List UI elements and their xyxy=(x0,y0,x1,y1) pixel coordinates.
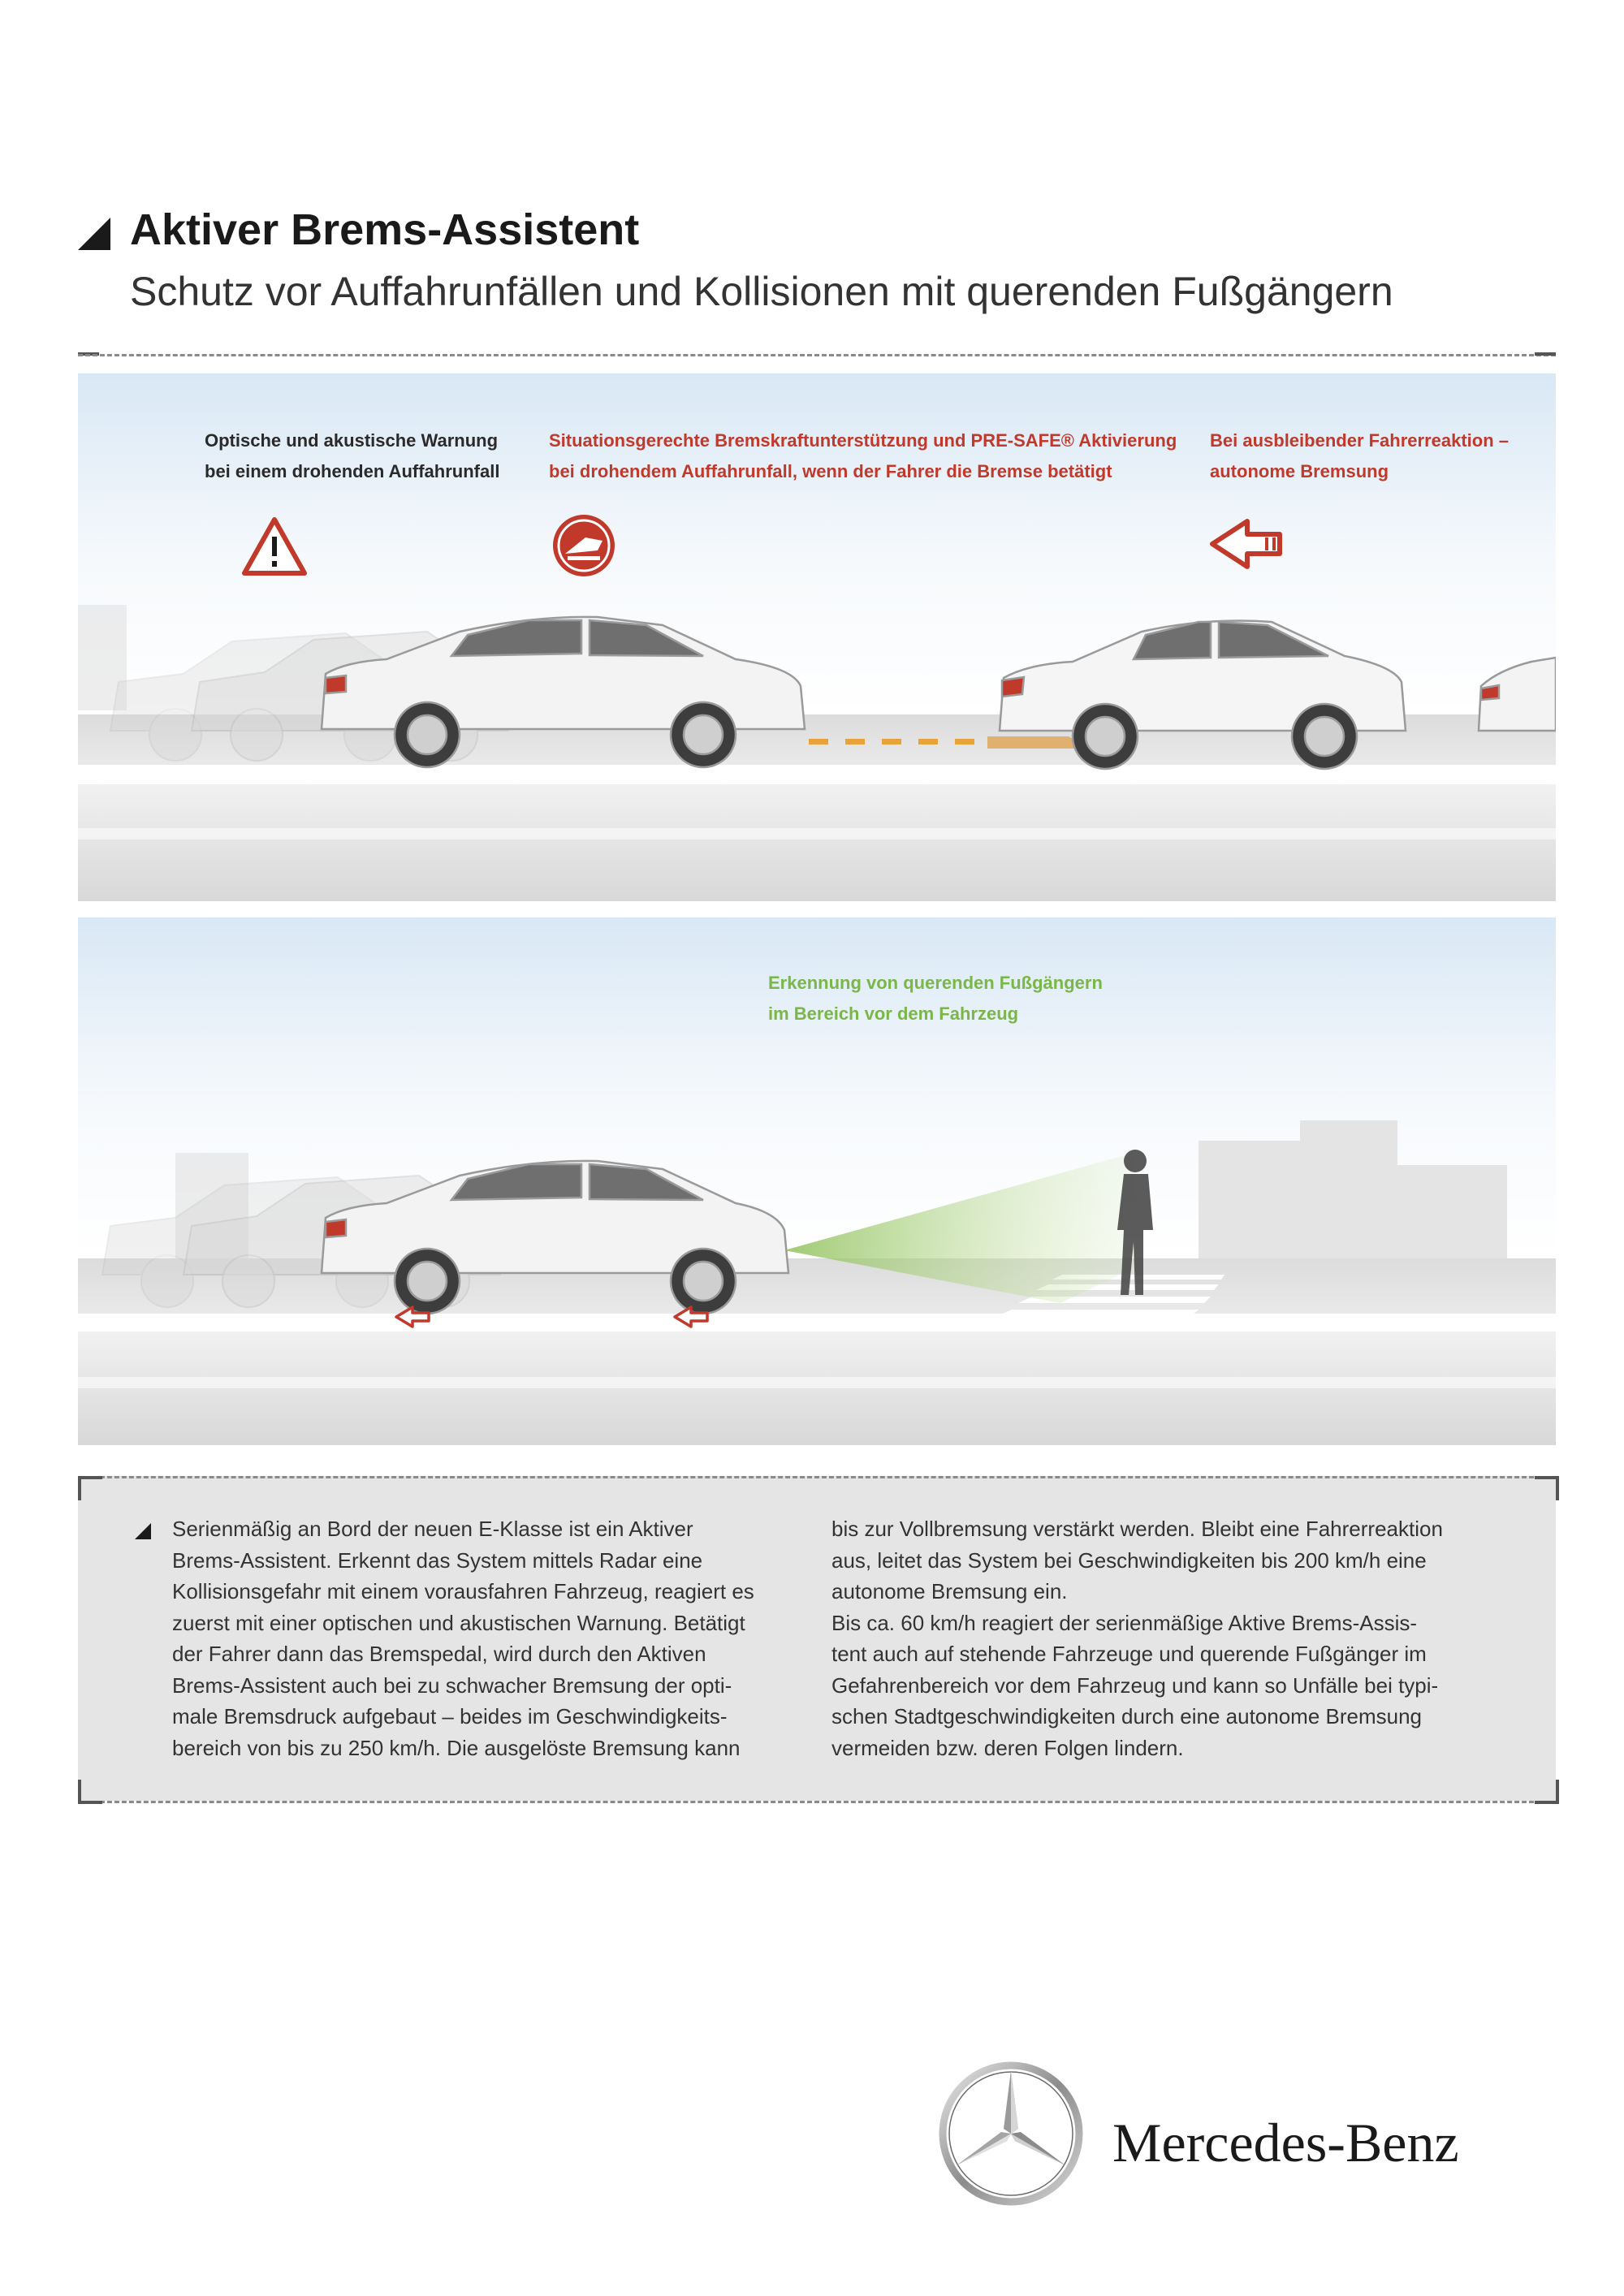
label-brake-assist: Situationsgerechte Bremskraftunterstützung und PRE-SAFE® Aktivierung bei drohendem Auffahrunfall, wenn der Fahrer die Bremse betätigt xyxy=(549,430,1177,481)
title-marker-icon xyxy=(78,218,110,250)
info-corner xyxy=(1535,1780,1559,1804)
info-bottom-border xyxy=(78,1801,1556,1803)
info-marker-icon xyxy=(135,1523,151,1539)
label-pedestrian-detection: Erkennung von querenden Fußgängern im Bereich vor dem Fahrzeug xyxy=(768,973,1103,1024)
rule-end-right xyxy=(1535,352,1556,356)
label-autonomous-braking: Bei ausbleibender Fahrerreaktion – autonome Bremsung xyxy=(1210,430,1510,481)
page-subtitle: Schutz vor Auffahrunfällen und Kollisionen mit querenden Fußgängern xyxy=(130,269,1393,314)
brake-pedal-icon xyxy=(553,515,615,576)
info-corner xyxy=(1535,1476,1559,1500)
info-top-border xyxy=(78,1476,1556,1478)
info-text-column-2: bis zur Vollbremsung verstärkt werden. Bleibt eine Fahrerreaktion aus, leitet das System bei Geschwindigkeiten bis 200 km/h eine autonome Bremsung ein. Bis ca. 60 km/h reagiert der serienmäßige Aktive Brems-Assis- tent auch auf stehende Fahrzeuge und querende Fußgänger im Gefahrenbereich vor dem Fahrzeug und kann so Unfälle bei typi- schen Stadtgeschwindigkeiten durch eine autonome Bremsung vermeiden bzw. deren Folgen lindern. xyxy=(831,1517,1443,1760)
header-divider xyxy=(78,354,1556,356)
info-corner xyxy=(78,1780,102,1804)
scene-rear-collision xyxy=(78,373,1556,901)
info-corner xyxy=(78,1476,102,1500)
brand-wordmark: Mercedes-Benz xyxy=(1112,2112,1459,2173)
scene-pedestrian-detection xyxy=(78,917,1556,1445)
info-text-column-1: Serienmäßig an Bord der neuen E-Klasse ist ein Aktiver Brems-Assistent. Erkennt das System mittels Radar eine Kollisionsgefahr mit einem vorausfahren Fahrzeug, reagiert es zuerst mit einer optischen und akustischen Warnung. Betätigt der Fahrer dann das Bremspedal, wird durch den Aktiven Brems-Assistent auch bei zu schwacher Bremsung der opti- male Bremsdruck aufgebaut – beides im Geschwindigkeits- bereich von bis zu 250 km/h. Die ausgelöste Bremsung kann xyxy=(172,1517,754,1760)
page-title: Aktiver Brems-Assistent xyxy=(130,205,640,254)
label-warning: Optische und akustische Warnung bei einem drohenden Auffahrunfall xyxy=(205,430,500,481)
mercedes-star-icon xyxy=(938,2061,1084,2207)
